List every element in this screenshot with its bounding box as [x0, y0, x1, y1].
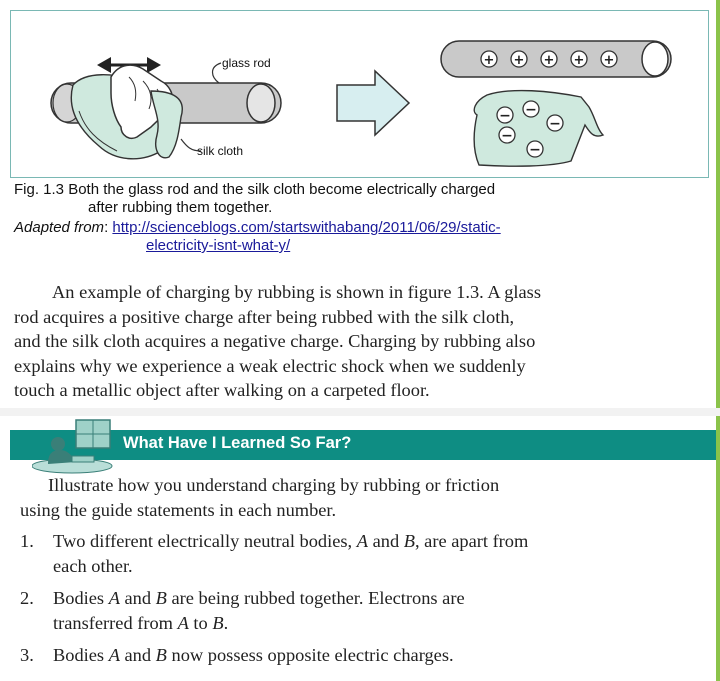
- figure-illustration: [11, 11, 708, 177]
- svg-text:+: +: [603, 53, 615, 68]
- svg-text:−: −: [549, 116, 561, 132]
- learning-check-title: What Have I Learned So Far?: [123, 434, 352, 452]
- silk-cloth-charged: [474, 91, 603, 167]
- svg-text:−: −: [529, 142, 541, 158]
- right-arrow-icon: [337, 71, 409, 135]
- intro-line-2: using the guide statements in each number.: [20, 499, 337, 520]
- paragraph-line: explains why we experience a weak electric shock when we suddenly: [14, 355, 526, 376]
- figure-caption: [14, 181, 704, 217]
- svg-text:−: −: [525, 102, 537, 118]
- list-number: 1.: [20, 531, 34, 551]
- paragraph-line: and the silk cloth acquires a negative charge. Charging by rubbing also: [14, 331, 536, 351]
- list-item: 1. Two different electrically neutral bodies, A and B, are apart from each other.: [20, 531, 529, 576]
- figure-frame: [10, 10, 709, 178]
- source-colon: :: [104, 219, 109, 236]
- list-number: 2.: [20, 588, 34, 608]
- list-number: 3.: [20, 645, 34, 665]
- caption-line-2: after rubbing them together.: [88, 199, 273, 216]
- section-divider: [0, 408, 720, 416]
- body-paragraph: [14, 280, 704, 403]
- source-link-continued[interactable]: electricity-isnt-what-y/: [146, 237, 291, 254]
- learning-check-intro: [20, 473, 700, 522]
- svg-text:+: +: [543, 53, 555, 68]
- student-desk-icon: [32, 418, 118, 474]
- svg-text:+: +: [483, 53, 495, 68]
- silk-cloth-label: silk cloth: [197, 144, 244, 158]
- paragraph-line: rod acquires a positive charge after being rubbed with the silk cloth,: [14, 306, 515, 327]
- intro-line-1: Illustrate how you understand charging by rubbing or friction: [48, 475, 500, 495]
- source-link[interactable]: http://scienceblogs.com/startswithabang/2011/06/29/static-: [112, 219, 501, 236]
- list-item: 2. Bodies A and B are being rubbed together. Electrons are transferred from A to B.: [20, 588, 465, 633]
- svg-text:−: −: [501, 128, 513, 144]
- paragraph-line: touch a metallic object after walking on a carpeted floor.: [14, 380, 430, 400]
- list-item: 3. Bodies A and B now possess opposite electric charges.: [20, 643, 710, 668]
- glass-rod-pointer: [213, 63, 222, 83]
- page-edge-bar: [716, 0, 720, 681]
- caption-line-1: Fig. 1.3 Both the glass rod and the silk cloth become electrically charged: [14, 181, 496, 198]
- paragraph-line: An example of charging by rubbing is shown in figure 1.3. A glass: [52, 282, 541, 302]
- svg-text:+: +: [513, 53, 525, 68]
- source-label: Adapted from: [14, 219, 105, 236]
- learning-check-box: [10, 416, 716, 681]
- svg-text:+: +: [573, 53, 585, 68]
- guide-statements-list: [20, 529, 710, 676]
- glass-rod-charged: [441, 41, 671, 77]
- svg-text:−: −: [499, 108, 511, 124]
- glass-rod-label: glass rod: [222, 56, 271, 70]
- figure-source: [14, 219, 704, 255]
